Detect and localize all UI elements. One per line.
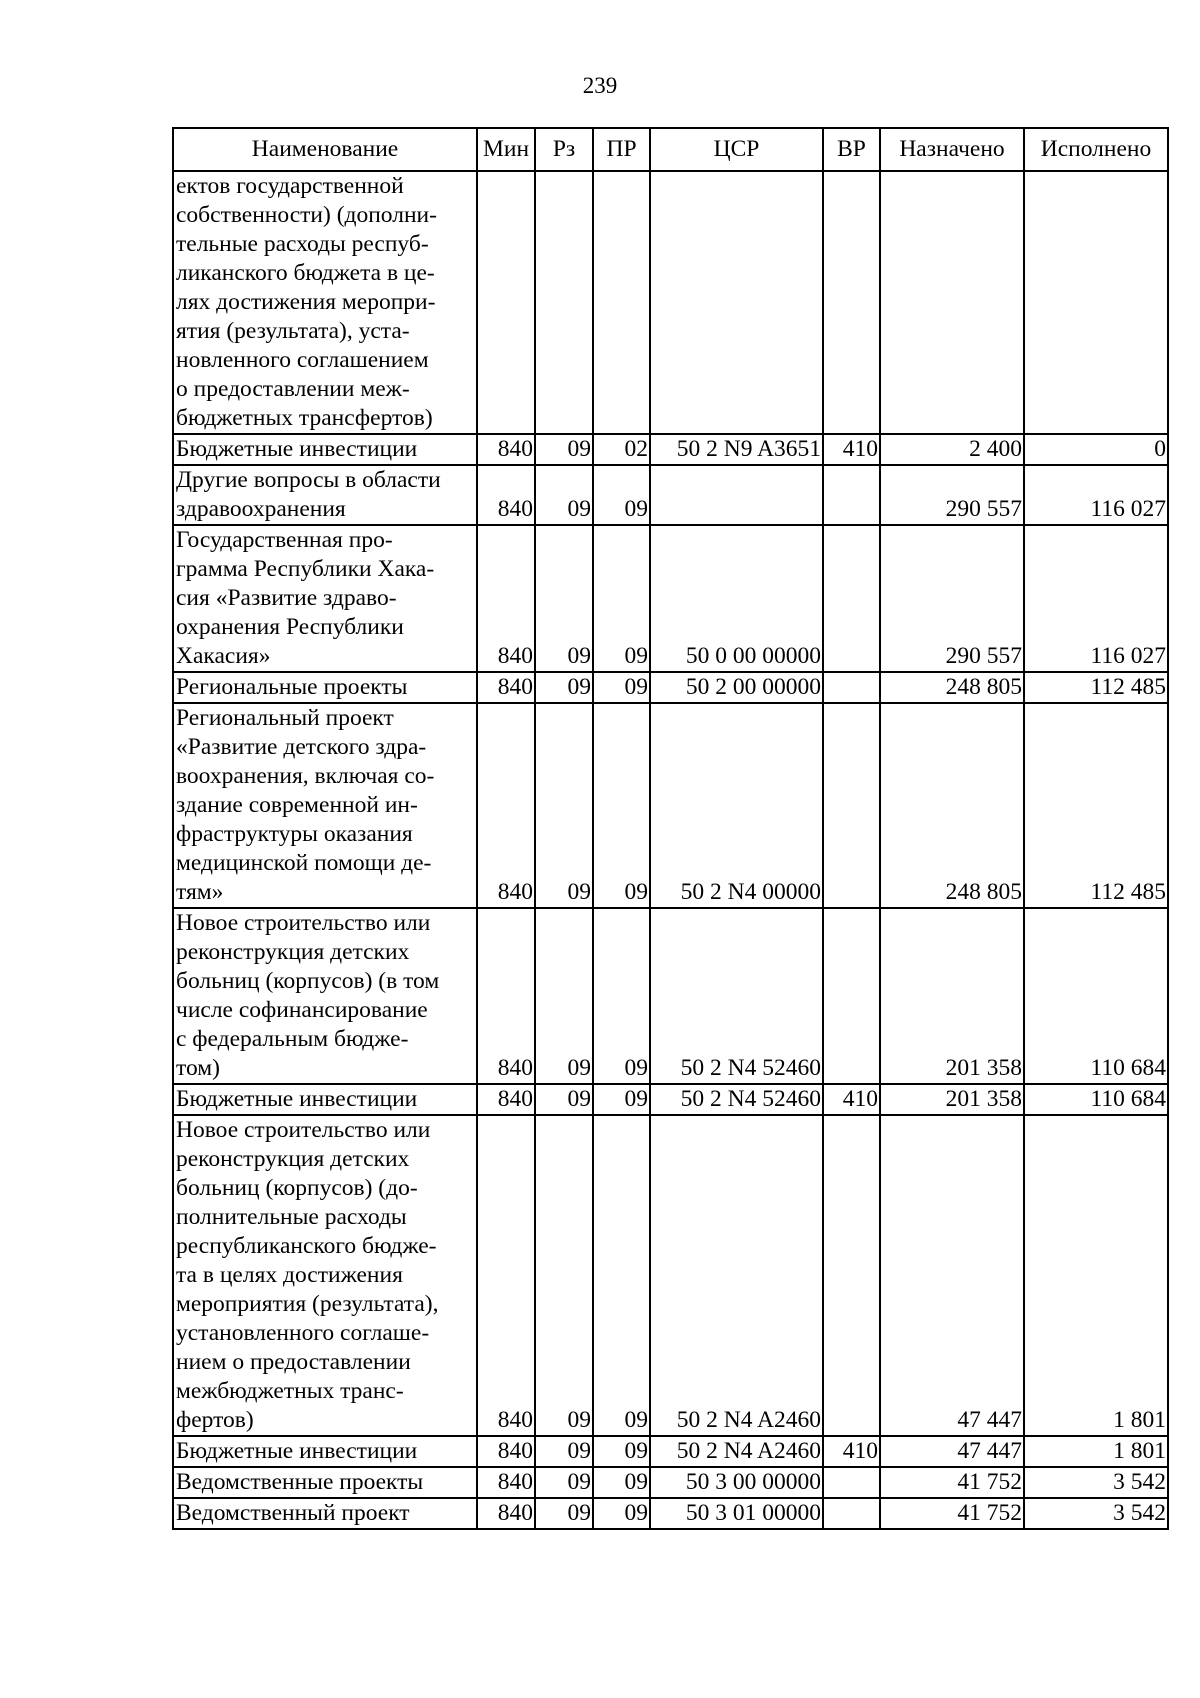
cell-min: 840 xyxy=(477,525,535,672)
header-csr: ЦСР xyxy=(650,128,823,171)
cell-vr xyxy=(823,171,880,434)
budget-table xyxy=(172,127,1169,1530)
cell-min: 840 xyxy=(477,1467,535,1498)
cell-executed: 3 542 xyxy=(1024,1498,1168,1529)
header-assigned: Назначено xyxy=(880,128,1024,171)
cell-csr: 50 2 N4 52460 xyxy=(650,908,823,1084)
table-row xyxy=(173,171,1168,434)
cell-min: 840 xyxy=(477,1498,535,1529)
cell-assigned: 248 805 xyxy=(880,672,1024,703)
cell-assigned: 248 805 xyxy=(880,703,1024,908)
cell-csr xyxy=(650,465,823,525)
cell-assigned: 290 557 xyxy=(880,465,1024,525)
cell-min: 840 xyxy=(477,1115,535,1436)
cell-rz: 09 xyxy=(535,1498,593,1529)
cell-executed: 1 801 xyxy=(1024,1436,1168,1467)
cell-vr xyxy=(823,525,880,672)
cell-pr: 09 xyxy=(593,1436,650,1467)
cell-vr xyxy=(823,465,880,525)
cell-executed: 112 485 xyxy=(1024,672,1168,703)
cell-csr: 50 2 N4 A2460 xyxy=(650,1115,823,1436)
cell-executed: 0 xyxy=(1024,434,1168,465)
cell-csr: 50 2 N4 52460 xyxy=(650,1084,823,1115)
cell-csr: 50 2 N9 A3651 xyxy=(650,434,823,465)
cell-min: 840 xyxy=(477,672,535,703)
cell-executed: 3 542 xyxy=(1024,1467,1168,1498)
table-row xyxy=(173,1436,1168,1467)
cell-pr: 09 xyxy=(593,703,650,908)
cell-pr: 09 xyxy=(593,672,650,703)
cell-vr xyxy=(823,703,880,908)
cell-rz: 09 xyxy=(535,525,593,672)
cell-csr: 50 0 00 00000 xyxy=(650,525,823,672)
cell-vr: 410 xyxy=(823,1436,880,1467)
cell-min: 840 xyxy=(477,465,535,525)
cell-executed: 110 684 xyxy=(1024,908,1168,1084)
table-row xyxy=(173,525,1168,672)
cell-assigned: 201 358 xyxy=(880,908,1024,1084)
cell-csr: 50 2 N4 00000 xyxy=(650,703,823,908)
cell-assigned: 41 752 xyxy=(880,1467,1024,1498)
cell-pr: 02 xyxy=(593,434,650,465)
cell-vr xyxy=(823,672,880,703)
cell-pr: 09 xyxy=(593,525,650,672)
cell-vr xyxy=(823,908,880,1084)
table-row xyxy=(173,1115,1168,1436)
cell-rz: 09 xyxy=(535,1467,593,1498)
cell-rz: 09 xyxy=(535,1115,593,1436)
cell-name: Бюджетные инвестиции xyxy=(173,434,477,465)
cell-min: 840 xyxy=(477,1084,535,1115)
cell-name: ектов государственной собственности) (дополни- тельные расходы респуб- ликанского бюджета в це- лях достижения меропри- ятия (результата), уста- новленного соглашением о предоставлении меж- бюджетных трансфертов) xyxy=(173,171,477,434)
cell-pr: 09 xyxy=(593,465,650,525)
cell-rz: 09 xyxy=(535,672,593,703)
cell-name: Ведомственный проект xyxy=(173,1498,477,1529)
cell-csr xyxy=(650,171,823,434)
cell-vr xyxy=(823,1498,880,1529)
cell-assigned: 290 557 xyxy=(880,525,1024,672)
cell-assigned: 47 447 xyxy=(880,1115,1024,1436)
cell-rz: 09 xyxy=(535,1084,593,1115)
cell-name: Новое строительство или реконструкция детских больниц (корпусов) (в том числе софинансирование с федеральным бюдже- том) xyxy=(173,908,477,1084)
header-vr: ВР xyxy=(823,128,880,171)
cell-pr xyxy=(593,171,650,434)
cell-vr: 410 xyxy=(823,434,880,465)
cell-rz: 09 xyxy=(535,1436,593,1467)
table-row xyxy=(173,434,1168,465)
cell-rz: 09 xyxy=(535,703,593,908)
cell-assigned: 2 400 xyxy=(880,434,1024,465)
header-executed: Исполнено xyxy=(1024,128,1168,171)
cell-assigned: 47 447 xyxy=(880,1436,1024,1467)
cell-rz: 09 xyxy=(535,465,593,525)
cell-name: Региональный проект «Развитие детского здра- воохранения, включая со- здание современной ин- фраструктуры оказания медицинской помощи де- тям» xyxy=(173,703,477,908)
cell-executed: 112 485 xyxy=(1024,703,1168,908)
cell-name: Региональные проекты xyxy=(173,672,477,703)
cell-pr: 09 xyxy=(593,1115,650,1436)
page-number: 239 xyxy=(582,73,618,98)
table-row xyxy=(173,908,1168,1084)
cell-name: Новое строительство или реконструкция детских больниц (корпусов) (до- полнительные расходы республиканского бюдже- та в целях достижения мероприятия (результата), установленного соглаше- нием о предоставлении межбюджетных транс- фертов) xyxy=(173,1115,477,1436)
cell-rz: 09 xyxy=(535,434,593,465)
cell-executed: 110 684 xyxy=(1024,1084,1168,1115)
cell-vr: 410 xyxy=(823,1084,880,1115)
cell-executed: 116 027 xyxy=(1024,465,1168,525)
cell-name: Другие вопросы в области здравоохранения xyxy=(173,465,477,525)
cell-assigned: 201 358 xyxy=(880,1084,1024,1115)
cell-assigned: 41 752 xyxy=(880,1498,1024,1529)
cell-name: Бюджетные инвестиции xyxy=(173,1436,477,1467)
cell-assigned xyxy=(880,171,1024,434)
cell-pr: 09 xyxy=(593,908,650,1084)
cell-min: 840 xyxy=(477,703,535,908)
cell-pr: 09 xyxy=(593,1084,650,1115)
cell-name: Ведомственные проекты xyxy=(173,1467,477,1498)
header-min: Мин xyxy=(477,128,535,171)
table-row xyxy=(173,1467,1168,1498)
table-row xyxy=(173,672,1168,703)
table-body xyxy=(173,171,1168,1529)
cell-name: Государственная про- грамма Республики Хака- сия «Развитие здраво- охранения Республики Хакасия» xyxy=(173,525,477,672)
header-pr: ПР xyxy=(593,128,650,171)
cell-rz: 09 xyxy=(535,908,593,1084)
table-row xyxy=(173,465,1168,525)
cell-csr: 50 2 N4 A2460 xyxy=(650,1436,823,1467)
cell-rz xyxy=(535,171,593,434)
cell-min: 840 xyxy=(477,434,535,465)
table-header-row xyxy=(173,128,1168,171)
cell-vr xyxy=(823,1467,880,1498)
cell-executed: 1 801 xyxy=(1024,1115,1168,1436)
cell-pr: 09 xyxy=(593,1498,650,1529)
table-row xyxy=(173,703,1168,908)
cell-min xyxy=(477,171,535,434)
cell-csr: 50 3 01 00000 xyxy=(650,1498,823,1529)
header-rz: Рз xyxy=(535,128,593,171)
cell-vr xyxy=(823,1115,880,1436)
cell-csr: 50 2 00 00000 xyxy=(650,672,823,703)
cell-executed: 116 027 xyxy=(1024,525,1168,672)
cell-pr: 09 xyxy=(593,1467,650,1498)
cell-min: 840 xyxy=(477,1436,535,1467)
header-name: Наименование xyxy=(173,128,477,171)
cell-name: Бюджетные инвестиции xyxy=(173,1084,477,1115)
cell-executed xyxy=(1024,171,1168,434)
cell-min: 840 xyxy=(477,908,535,1084)
cell-csr: 50 3 00 00000 xyxy=(650,1467,823,1498)
table-row xyxy=(173,1498,1168,1529)
table-row xyxy=(173,1084,1168,1115)
